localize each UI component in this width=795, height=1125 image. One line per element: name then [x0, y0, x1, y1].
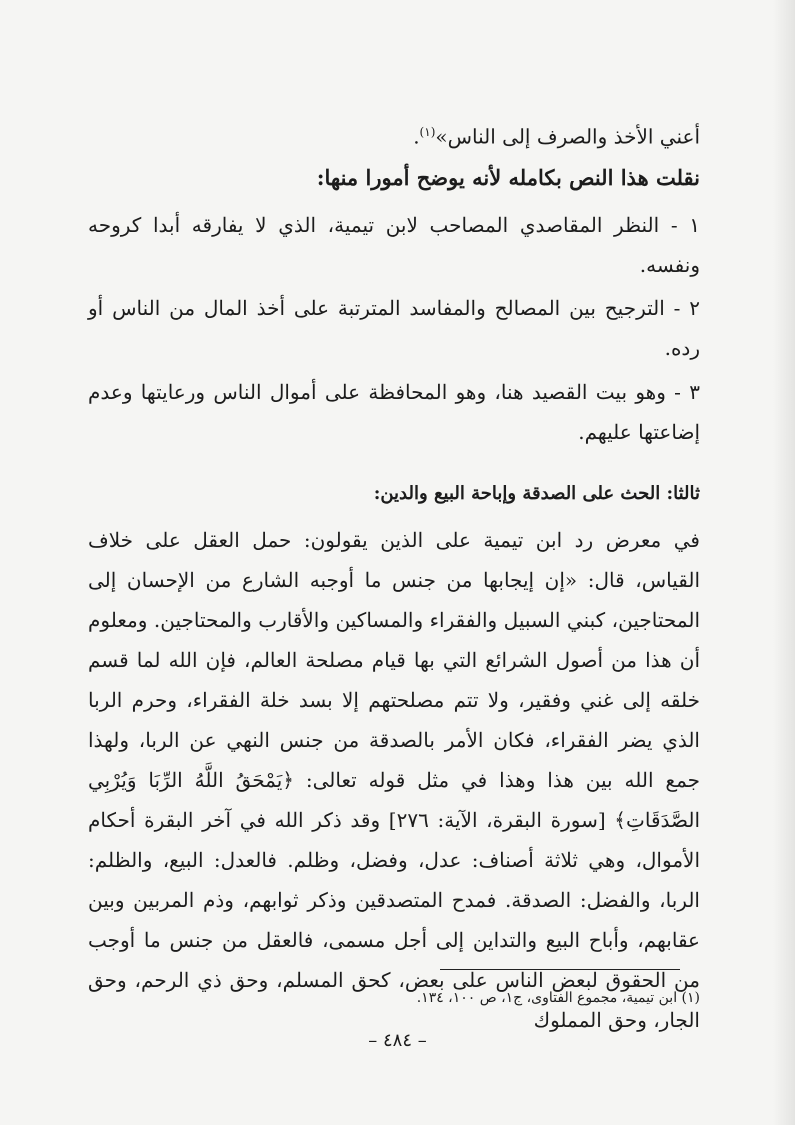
section-heading: نقلت هذا النص بكامله لأنه يوضح أمورا منها:: [316, 165, 700, 190]
body-paragraph: في معرض رد ابن تيمية على الذين يقولون: حمل العقل على خلاف القياس، قال: «إن إيجابها من جنس ما أوجبه الشارع من الإحسان إلى المحتاجين، كبني السبيل والفقراء والمساكين والأقارب والمحتاجين. ومعلوم أن هذا من أصول الشرائع التي بها قيام مصلحة العالم، فإن الله لما قسم خلقه إلى غني وفقير، ولا تتم مصلحتهم إلا بسد خلة الفقراء، وحرم الربا الذي يضر الفقراء، فكان الأمر بالصدقة من جنس النهي عن الربا، ولهذا جمع الله بين هذا وهذا في مثل قوله تعالى: ﴿يَمْحَقُ اللَّهُ الرِّبَا وَيُرْبِي الصَّدَقَاتِ﴾ [سورة البقرة، الآية: ٢٧٦] وقد ذكر الله في آخر البقرة أحكام الأموال، وهي ثلاثة أصناف: عدل، وفضل، وظلم. فالعدل: البيع، والظلم: الربا، والفضل: الصدقة. فمدح المتصدقين وذكر ثوابهم، وذم المربين وبين عقابهم، وأباح البيع والتداين إلى أجل مسمى، فالعقل من جنس ما أوجب من الحقوق لبعض الناس على بعض، كحق المسلم، وحق ذي الرحم، وحق الجار، وحق المملوك: [88, 528, 701, 1032]
intro-line: [88, 112, 700, 157]
footnote-divider: [440, 969, 680, 970]
list-item-2: ٢ - الترجيح بين المصالح والمفاسد المترتبة على أخذ المال من الناس أو رده.: [88, 296, 700, 360]
section-title: ثالثا: الحث على الصدقة وإباحة البيع والدين:: [373, 483, 700, 504]
list-item-3: ٣ - وهو بيت القصيد هنا، وهو المحافظة على أموال الناس ورعايتها وعدم إضاعتها عليهم.: [88, 380, 700, 444]
intro-line-end: .: [413, 124, 420, 149]
intro-line-text: أعني الأخذ والصرف إلى الناس»: [435, 124, 700, 149]
footnote: (١) ابن تيمية، مجموع الفتاوى، ج١، ص ١٠٠، ١٣٤.: [416, 990, 700, 1006]
list-item-1: ١ - النظر المقاصدي المصاحب لابن تيمية، الذي لا يفارقه أبدا كروحه ونفسه.: [88, 213, 700, 277]
scan-shadow: [773, 0, 795, 1125]
footnote-reference: (١): [419, 125, 436, 139]
page-number: – ٤٨٤ –: [368, 1030, 427, 1051]
